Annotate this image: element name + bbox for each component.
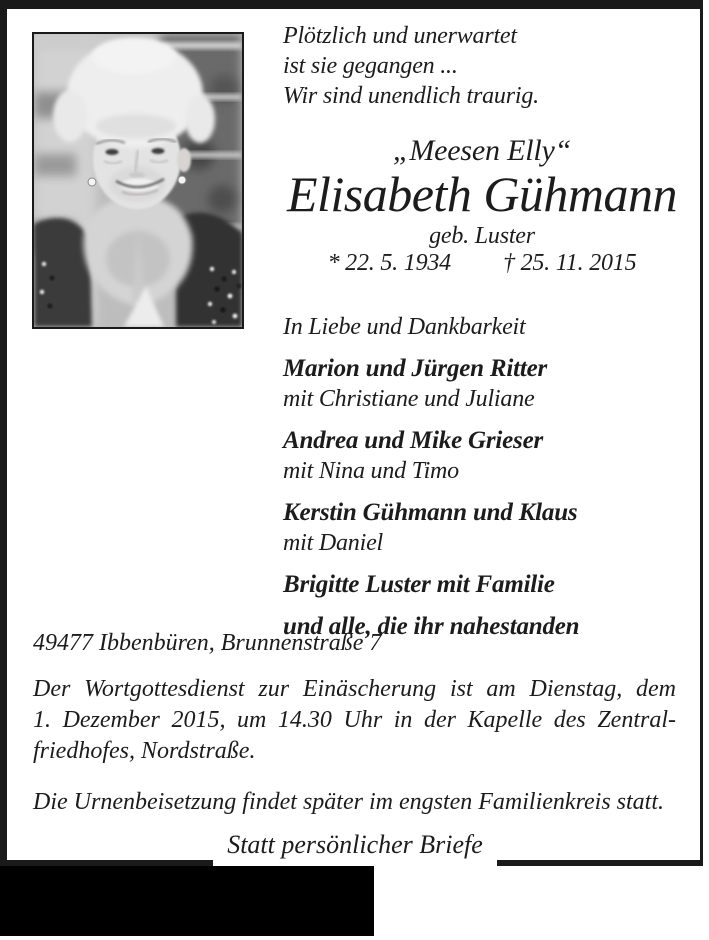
notice-text-column <box>283 21 681 642</box>
opening-line: ist sie gegangen ... <box>283 53 458 79</box>
mourner-names: Marion und Jürgen Ritter <box>283 355 548 382</box>
mourner-children: mit Christiane und Juliane <box>283 386 535 412</box>
mourner-names: Brigitte Luster mit Familie <box>283 571 555 598</box>
portrait-photo <box>32 32 244 329</box>
service-info-line: Der Wortgottesdienst zur Einäscherung ist am Dienstag, dem <box>33 676 676 702</box>
address-line: 49477 Ibbenbüren, Brunnenstraße 7 <box>33 630 382 656</box>
service-info-line: friedhofes, Nordstraße. <box>33 738 256 764</box>
mourner-names: Kerstin Gühmann und Klaus <box>283 499 578 526</box>
mourner-group <box>283 354 681 414</box>
mourner-group <box>283 570 681 600</box>
redaction-box <box>0 866 374 936</box>
death-date: † 25. 11. 2015 <box>502 250 637 276</box>
mourner-names: und alle, die ihr nahestanden <box>283 613 580 640</box>
nickname: „Meesen Elly“ <box>392 134 572 167</box>
service-info-line: 1. Dezember 2015, um 14.30 Uhr in der Kapelle des Zentral- <box>33 707 676 733</box>
footer-note: Statt persönlicher Briefe <box>227 830 483 859</box>
life-dates <box>283 249 681 277</box>
urn-burial-info: Die Urnenbeisetzung findet später im engsten Familienkreis statt. <box>33 789 665 815</box>
mourner-group <box>283 426 681 486</box>
service-info <box>33 674 676 767</box>
maiden-name: geb. Luster <box>429 223 535 249</box>
portrait-photo-illustration <box>34 34 242 327</box>
opening-line: Plötzlich und unerwartet <box>283 23 517 49</box>
birth-date: * 22. 5. 1934 <box>327 250 451 276</box>
mourner-group <box>283 498 681 558</box>
mourner-children: mit Nina und Timo <box>283 458 459 484</box>
deceased-name: Elisabeth Gühmann <box>286 166 678 222</box>
frame-bottom-border-right <box>497 860 703 866</box>
mourner-names: Andrea und Mike Grieser <box>283 427 544 454</box>
mourner-children: mit Daniel <box>283 530 383 556</box>
opening-line: Wir sind unendlich traurig. <box>283 83 539 109</box>
mourning-intro: In Liebe und Dankbarkeit <box>283 314 526 340</box>
